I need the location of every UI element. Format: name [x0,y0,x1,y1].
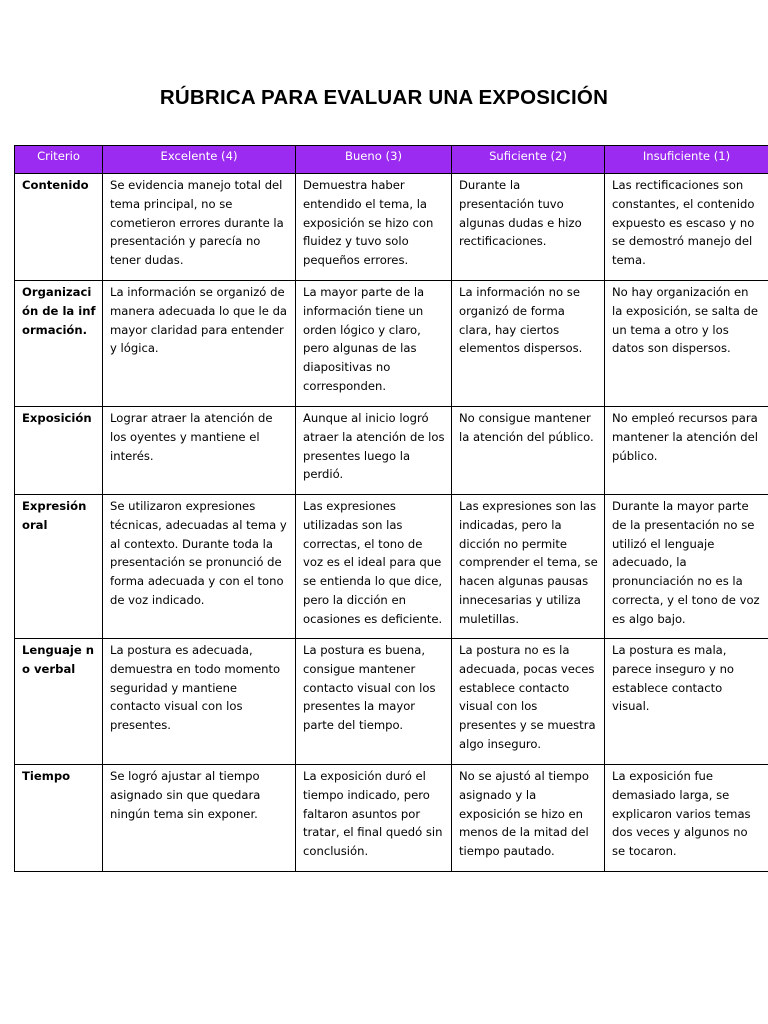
rubric-table [14,145,768,872]
suficiente-cell: No se ajustó al tiempo asignado y la exposición se hizo en menos de la mitad del tiempo pautado. [452,765,605,872]
table-row [15,174,768,281]
excelente-cell: La postura es adecuada, demuestra en todo momento seguridad y mantiene contacto visual con los presentes. [103,639,296,765]
excelente-cell: La información se organizó de manera adecuada lo que le da mayor claridad para entender y lógica. [103,281,296,407]
table-row [15,407,768,495]
insuficiente-cell: Durante la mayor parte de la presentación no se utilizó el lenguaje adecuado, la pronunciación no es la correcta, y el tono de voz es algo bajo. [605,495,768,639]
bueno-cell: Aunque al inicio logró atraer la atención de los presentes luego la perdió. [296,407,452,495]
bueno-cell: La exposición duró el tiempo indicado, pero faltaron asuntos por tratar, el final quedó sin conclusión. [296,765,452,872]
bueno-cell: Las expresiones utilizadas son las correctas, el tono de voz es el ideal para que se entienda lo que dice, pero la dicción en ocasiones es deficiente. [296,495,452,639]
suficiente-cell: La postura no es la adecuada, pocas veces establece contacto visual con los presentes y se muestra algo inseguro. [452,639,605,765]
criterio-cell: Organización de la información. [15,281,103,407]
insuficiente-cell: Las rectificaciones son constantes, el contenido expuesto es escaso y no se demostró manejo del tema. [605,174,768,281]
excelente-cell: Lograr atraer la atención de los oyentes y mantiene el interés. [103,407,296,495]
table-row [15,639,768,765]
header-suficiente: Suficiente (2) [452,146,605,174]
excelente-cell: Se evidencia manejo total del tema principal, no se cometieron errores durante la presentación y parecía no tener dudas. [103,174,296,281]
header-bueno: Bueno (3) [296,146,452,174]
excelente-cell: Se utilizaron expresiones técnicas, adecuadas al tema y al contexto. Durante toda la presentación se pronunció de forma adecuada y con el tono de voz indicado. [103,495,296,639]
criterio-cell: Lenguaje no verbal [15,639,103,765]
suficiente-cell: No consigue mantener la atención del público. [452,407,605,495]
insuficiente-cell: La exposición fue demasiado larga, se explicaron varios temas dos veces y algunos no se tocaron. [605,765,768,872]
insuficiente-cell: No hay organización en la exposición, se salta de un tema a otro y los datos son dispersos. [605,281,768,407]
criterio-cell: Expresión oral [15,495,103,639]
criterio-cell: Tiempo [15,765,103,872]
suficiente-cell: Las expresiones son las indicadas, pero la dicción no permite comprender el tema, se hacen algunas pausas innecesarias y utiliza muletillas. [452,495,605,639]
header-insuficiente: Insuficiente (1) [605,146,768,174]
excelente-cell: Se logró ajustar al tiempo asignado sin que quedara ningún tema sin exponer. [103,765,296,872]
document-title: RÚBRICA PARA EVALUAR UNA EXPOSICIÓN [159,86,609,109]
suficiente-cell: La información no se organizó de forma clara, hay ciertos elementos dispersos. [452,281,605,407]
bueno-cell: La mayor parte de la información tiene un orden lógico y claro, pero algunas de las diapositivas no corresponden. [296,281,452,407]
header-criterio: Criterio [15,146,103,174]
criterio-cell: Contenido [15,174,103,281]
suficiente-cell: Durante la presentación tuvo algunas dudas e hizo rectificaciones. [452,174,605,281]
bueno-cell: Demuestra haber entendido el tema, la exposición se hizo con fluidez y tuvo solo pequeños errores. [296,174,452,281]
table-row [15,495,768,639]
bueno-cell: La postura es buena, consigue mantener contacto visual con los presentes la mayor parte del tiempo. [296,639,452,765]
table-row [15,765,768,872]
insuficiente-cell: La postura es mala, parece inseguro y no establece contacto visual. [605,639,768,765]
header-excelente: Excelente (4) [103,146,296,174]
table-row [15,281,768,407]
insuficiente-cell: No empleó recursos para mantener la atención del público. [605,407,768,495]
table-header-row [15,146,768,174]
criterio-cell: Exposición [15,407,103,495]
